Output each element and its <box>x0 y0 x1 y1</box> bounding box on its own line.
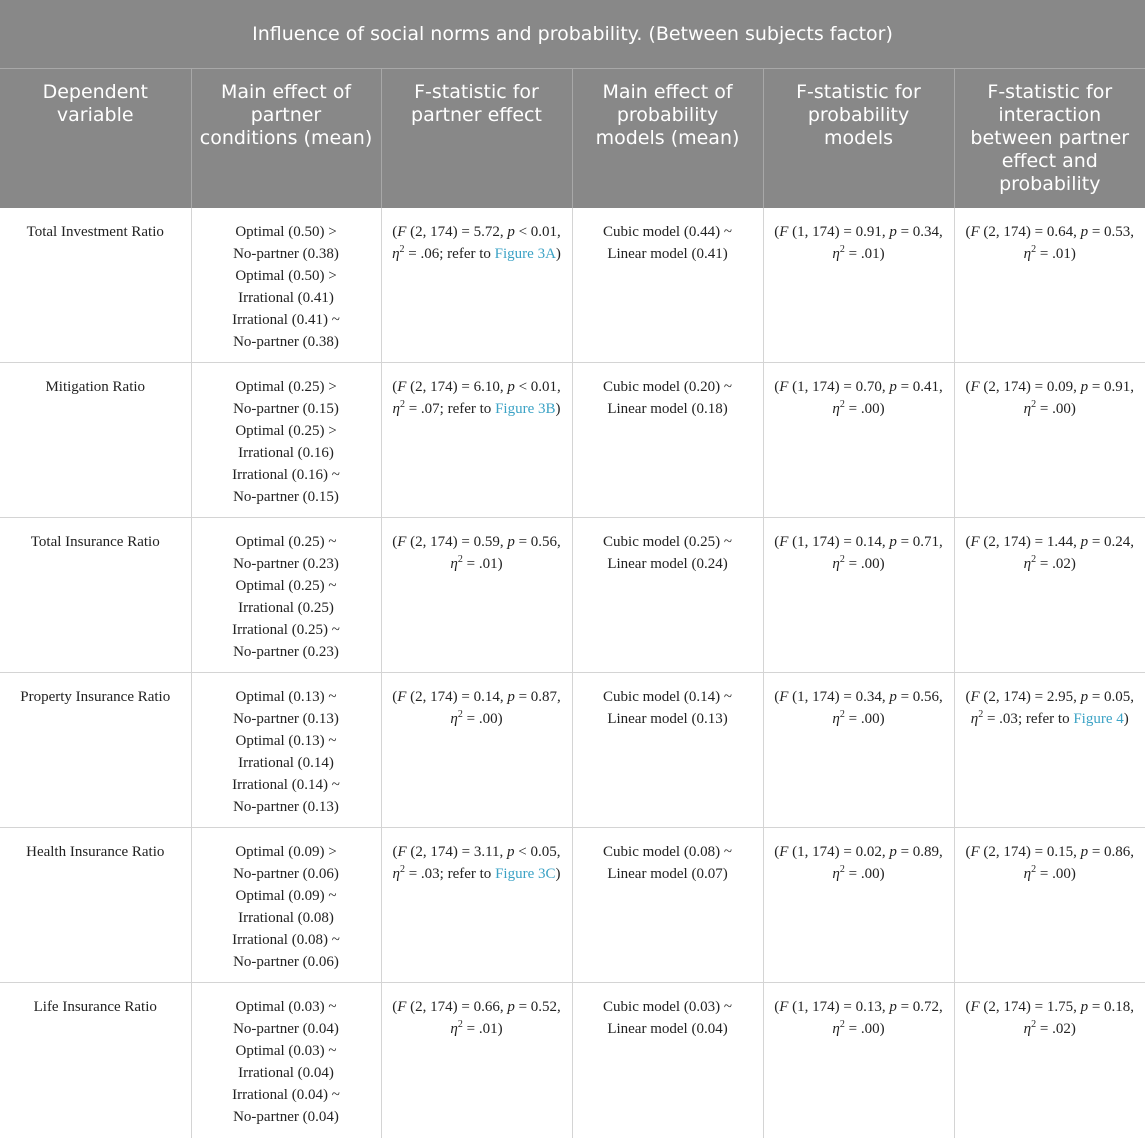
comparison-line: No-partner (0.13) <box>233 799 339 815</box>
eta-symbol: η <box>1023 401 1032 417</box>
p-value: = 0.24, <box>1091 534 1135 550</box>
f-symbol: F <box>397 379 407 395</box>
close-paren: ) <box>497 711 503 727</box>
comparison-line: Irrational (0.08) ~ <box>232 932 340 948</box>
close-paren: ) <box>555 866 561 882</box>
eta-value: = .02 <box>1039 556 1071 572</box>
eta-value: = .00 <box>848 866 880 882</box>
close-paren: ) <box>1070 1021 1076 1037</box>
header-partner-f: F-statistic for partner effect <box>381 69 572 208</box>
p-value: = 0.34, <box>900 223 943 240</box>
eta-symbol: η <box>392 245 400 262</box>
f-symbol: F <box>397 223 407 240</box>
f-symbol: F <box>779 379 789 395</box>
p-symbol: p <box>1080 689 1089 705</box>
dependent-variable-cell: Total Insurance Ratio <box>0 518 191 673</box>
comparison-line: Irrational (0.25) ~ <box>232 622 340 638</box>
table-row <box>0 518 1145 673</box>
f-df: (2, 174) = 0.09, <box>983 379 1077 395</box>
comparison-line: Linear model (0.18) <box>607 401 728 417</box>
header-probability-effect: Main effect of probability models (mean) <box>572 69 763 208</box>
p-symbol: p <box>507 844 515 860</box>
eta-value: = .00 <box>466 711 498 727</box>
partner-f-cell: (F (2, 174) = 3.11, p < 0.05, $\eta^2 = .03$; refer to Figure 3C) <box>381 828 572 983</box>
probability-effect-cell <box>572 673 763 828</box>
header-row <box>0 69 1145 208</box>
p-symbol: p <box>889 379 897 395</box>
p-value: < 0.05, <box>518 844 561 860</box>
eta-squared-exponent: 2 <box>839 709 845 720</box>
f-df: (2, 174) = 0.15, <box>983 844 1077 860</box>
figure-link[interactable]: Figure 3A <box>494 245 556 262</box>
eta-value: = .03 <box>408 866 440 882</box>
probability-effect-cell <box>572 828 763 983</box>
partner-effect-cell <box>191 983 381 1138</box>
comparison-line: Optimal (0.13) ~ <box>235 689 337 705</box>
f-symbol: F <box>970 223 980 240</box>
f-df: (1, 174) = 0.02, <box>792 844 886 860</box>
eta-symbol: η <box>1023 556 1032 572</box>
comparison-line: Optimal (0.50) > <box>235 267 337 284</box>
p-symbol: p <box>889 689 897 705</box>
f-df: (1, 174) = 0.13, <box>792 999 886 1015</box>
partner-f-cell: (F (2, 174) = 5.72, p < 0.01, $\eta^2 = .06$; refer to Figure 3A) <box>381 208 572 363</box>
f-symbol: F <box>779 844 789 860</box>
eta-value: = .00 <box>1039 401 1071 417</box>
eta-squared-exponent: 2 <box>839 864 845 875</box>
f-symbol: F <box>970 379 980 395</box>
partner-effect-cell <box>191 518 381 673</box>
f-df: (1, 174) = 0.14, <box>792 534 886 550</box>
close-paren: ) <box>879 556 885 572</box>
f-symbol: F <box>970 844 980 860</box>
close-paren: ) <box>879 401 885 417</box>
eta-symbol: η <box>450 556 458 572</box>
interaction-f-cell: (F (2, 174) = 2.95, p = 0.05, $\eta^2 = .03$; refer to Figure 4) <box>954 673 1145 828</box>
f-symbol: F <box>779 999 789 1015</box>
f-df: (2, 174) = 0.64, <box>983 223 1077 240</box>
partner-effect-cell <box>191 828 381 983</box>
p-value: < 0.01, <box>518 379 561 395</box>
comparison-line: No-partner (0.38) <box>233 245 339 262</box>
close-paren: ) <box>1070 866 1076 882</box>
p-symbol: p <box>889 999 897 1015</box>
comparison-line: No-partner (0.04) <box>233 1021 339 1037</box>
comparison-line: Optimal (0.25) > <box>235 379 337 395</box>
comparison-line: Cubic model (0.14) ~ <box>603 689 732 705</box>
probability-f-cell: (F (1, 174) = 0.70, p = 0.41, $\eta^2 = .00$) <box>763 363 954 518</box>
eta-value: = .00 <box>848 1021 880 1037</box>
comparison-line: Irrational (0.04) <box>238 1065 334 1081</box>
comparison-line: No-partner (0.13) <box>233 711 339 727</box>
eta-squared-exponent: 2 <box>839 243 845 255</box>
eta-value: = .01 <box>1039 245 1071 262</box>
partner-effect-cell <box>191 363 381 518</box>
comparison-line: Linear model (0.04) <box>607 1021 728 1037</box>
refer-to-text: ; refer to <box>439 245 491 262</box>
eta-squared-exponent: 2 <box>1031 399 1037 410</box>
eta-symbol: η <box>450 711 458 727</box>
partner-f-cell: (F (2, 174) = 6.10, p < 0.01, $\eta^2 = .07$; refer to Figure 3B) <box>381 363 572 518</box>
dependent-variable-cell: Property Insurance Ratio <box>0 673 191 828</box>
dependent-variable-cell: Total Investment Ratio <box>0 208 191 363</box>
header-partner-effect: Main effect of partner conditions (mean) <box>191 69 381 208</box>
interaction-f-cell: (F (2, 174) = 0.15, p = 0.86, $\eta^2 = .00$) <box>954 828 1145 983</box>
comparison-line: No-partner (0.23) <box>233 644 339 660</box>
p-value: = 0.56, <box>900 689 943 705</box>
eta-squared-exponent: 2 <box>1031 1019 1037 1030</box>
figure-link[interactable]: Figure 3C <box>495 866 556 882</box>
eta-symbol: η <box>392 866 400 882</box>
header-dependent-variable: Dependent variable <box>0 69 191 208</box>
comparison-line: Cubic model (0.03) ~ <box>603 999 732 1015</box>
comparison-line: Optimal (0.25) ~ <box>235 534 337 550</box>
f-df: (2, 174) = 1.44, <box>983 534 1077 550</box>
comparison-line: Cubic model (0.08) ~ <box>603 844 732 860</box>
comparison-line: Optimal (0.25) > <box>235 423 337 439</box>
f-symbol: F <box>779 689 789 705</box>
refer-to-text: ; refer to <box>1017 711 1070 727</box>
f-symbol: F <box>970 999 980 1015</box>
table-row <box>0 983 1145 1138</box>
f-df: (2, 174) = 2.95, <box>983 689 1077 705</box>
comparison-line: Optimal (0.03) ~ <box>235 999 337 1015</box>
f-symbol: F <box>970 689 980 705</box>
comparison-line: Linear model (0.07) <box>607 866 728 882</box>
eta-value: = .01 <box>466 556 498 572</box>
eta-symbol: η <box>832 866 840 882</box>
close-paren: ) <box>879 866 885 882</box>
eta-squared-exponent: 2 <box>1031 243 1037 255</box>
eta-value: = .03 <box>986 711 1018 727</box>
comparison-line: No-partner (0.15) <box>233 489 339 505</box>
close-paren: ) <box>497 556 503 572</box>
close-paren: ) <box>497 1021 503 1037</box>
dependent-variable-cell: Life Insurance Ratio <box>33 999 157 1015</box>
f-symbol: F <box>397 689 407 705</box>
comparison-line: No-partner (0.38) <box>233 333 339 350</box>
comparison-line: Irrational (0.14) <box>238 755 334 771</box>
table-row <box>0 673 1145 828</box>
comparison-line: No-partner (0.06) <box>233 866 339 882</box>
eta-squared-exponent: 2 <box>1031 554 1037 565</box>
comparison-line: No-partner (0.23) <box>233 556 339 572</box>
eta-symbol: η <box>832 556 840 572</box>
figure-link[interactable]: Figure 3B <box>495 401 556 417</box>
eta-value: = .00 <box>848 711 880 727</box>
comparison-line: Irrational (0.25) <box>238 600 334 616</box>
header-probability-f: F-statistic for probability models <box>763 69 954 208</box>
refer-to-text: ; refer to <box>439 401 492 417</box>
eta-symbol: η <box>832 1021 840 1037</box>
p-symbol: p <box>1080 534 1089 550</box>
f-df: (2, 174) = 0.14, <box>410 689 504 705</box>
p-value: = 0.89, <box>900 844 943 860</box>
comparison-line: Irrational (0.16) <box>238 445 334 461</box>
interaction-f-cell: (F (2, 174) = 0.09, p = 0.91, $\eta^2 = .00$) <box>954 363 1145 518</box>
comparison-line: Optimal (0.50) > <box>235 223 337 240</box>
comparison-line: Optimal (0.13) ~ <box>235 733 337 749</box>
p-symbol: p <box>1080 999 1089 1015</box>
partner-f-cell: (F (2, 174) = 0.14, p = 0.87, $\eta^2 = .00$) <box>381 673 572 828</box>
p-symbol: p <box>507 689 515 705</box>
p-value: = 0.72, <box>900 999 943 1015</box>
p-value: = 0.56, <box>518 534 561 550</box>
f-symbol: F <box>779 223 789 240</box>
p-symbol: p <box>507 379 515 395</box>
p-value: = 0.05, <box>1091 689 1135 705</box>
p-value: = 0.87, <box>518 689 561 705</box>
probability-f-cell: (F (1, 174) = 0.14, p = 0.71, $\eta^2 = .00$) <box>763 518 954 673</box>
partner-f-cell: (F (2, 174) = 0.59, p = 0.56, $\eta^2 = .01$) <box>381 518 572 673</box>
eta-symbol: η <box>832 245 840 262</box>
p-symbol: p <box>1080 379 1089 395</box>
p-symbol: p <box>507 999 515 1015</box>
eta-squared-exponent: 2 <box>399 864 405 875</box>
close-paren: ) <box>555 401 561 417</box>
f-symbol: F <box>970 534 980 550</box>
probability-effect-cell <box>572 363 763 518</box>
close-paren: ) <box>1070 245 1076 262</box>
caption-row <box>0 0 1145 69</box>
f-df: (2, 174) = 1.75, <box>983 999 1077 1015</box>
close-paren: ) <box>555 245 561 262</box>
comparison-line: Irrational (0.04) ~ <box>232 1087 340 1103</box>
f-symbol: F <box>779 534 789 550</box>
comparison-line: Irrational (0.41) ~ <box>232 311 340 328</box>
eta-squared-exponent: 2 <box>839 554 845 565</box>
close-paren: ) <box>1070 556 1076 572</box>
close-paren: ) <box>1070 401 1076 417</box>
f-df: (2, 174) = 3.11, <box>410 844 504 860</box>
comparison-line: No-partner (0.04) <box>233 1109 339 1125</box>
figure-link[interactable]: Figure 4 <box>1073 711 1124 727</box>
interaction-f-cell: (F (2, 174) = 1.44, p = 0.24, $\eta^2 = .02$) <box>954 518 1145 673</box>
comparison-line: Cubic model (0.25) ~ <box>603 534 732 550</box>
eta-symbol: η <box>1023 245 1032 262</box>
close-paren: ) <box>879 1021 885 1037</box>
dependent-variable-cell: Health Insurance Ratio <box>0 828 191 983</box>
p-value: = 0.52, <box>518 999 561 1015</box>
eta-symbol: η <box>450 1021 458 1037</box>
eta-value: = .02 <box>1039 1021 1071 1037</box>
comparison-line: Cubic model (0.20) ~ <box>603 379 732 395</box>
table-row <box>0 208 1145 363</box>
close-paren: ) <box>879 711 885 727</box>
eta-squared-exponent: 2 <box>399 243 405 255</box>
close-paren: ) <box>1123 711 1129 727</box>
comparison-line: Cubic model (0.44) ~ <box>603 223 732 240</box>
f-df: (2, 174) = 0.59, <box>410 534 504 550</box>
dependent-variable-cell: Mitigation Ratio <box>0 363 191 518</box>
f-df: (2, 174) = 5.72, <box>410 223 504 240</box>
eta-squared-exponent: 2 <box>839 399 845 410</box>
comparison-line: Irrational (0.16) ~ <box>232 467 340 483</box>
p-symbol: p <box>889 223 897 240</box>
p-value: = 0.91, <box>1091 379 1135 395</box>
eta-value: = .06 <box>408 245 440 262</box>
f-symbol: F <box>397 999 407 1015</box>
comparison-line: Irrational (0.41) <box>238 289 334 306</box>
partner-effect-cell <box>191 208 381 363</box>
probability-effect-cell <box>572 518 763 673</box>
close-paren: ) <box>879 245 885 262</box>
eta-value: = .00 <box>1039 866 1071 882</box>
table-row <box>0 828 1145 983</box>
eta-value: = .00 <box>848 401 880 417</box>
comparison-line: Linear model (0.13) <box>607 711 728 727</box>
comparison-line: Linear model (0.41) <box>607 245 728 262</box>
probability-effect-cell <box>572 208 763 363</box>
f-df: (1, 174) = 0.91, <box>792 223 886 240</box>
eta-value: = .00 <box>848 556 880 572</box>
f-symbol: F <box>397 844 407 860</box>
p-symbol: p <box>1080 223 1089 240</box>
eta-value: = .07 <box>408 401 440 417</box>
f-df: (1, 174) = 0.34, <box>792 689 886 705</box>
eta-value: = .01 <box>848 245 880 262</box>
interaction-f-cell: (F (2, 174) = 0.64, p = 0.53, $\eta^2 = .01$) <box>954 208 1145 363</box>
eta-squared-exponent: 2 <box>399 399 405 410</box>
eta-symbol: η <box>832 401 840 417</box>
probability-effect-cell <box>572 983 763 1138</box>
p-symbol: p <box>889 844 897 860</box>
p-symbol: p <box>507 223 515 240</box>
f-symbol: F <box>397 534 407 550</box>
refer-to-text: ; refer to <box>439 866 492 882</box>
comparison-line: Linear model (0.24) <box>607 556 728 572</box>
eta-symbol: η <box>970 711 979 727</box>
probability-f-cell: (F (1, 174) = 0.91, p = 0.34, $\eta^2 = .01$) <box>763 208 954 363</box>
table-caption: Influence of social norms and probability. (Between subjects factor) <box>0 0 1145 69</box>
p-value: = 0.86, <box>1091 844 1135 860</box>
p-value: < 0.01, <box>518 223 561 240</box>
comparison-line: Irrational (0.14) ~ <box>232 777 340 793</box>
table-row <box>0 363 1145 518</box>
comparison-line: Optimal (0.09) > <box>235 844 337 860</box>
p-value: = 0.18, <box>1091 999 1135 1015</box>
probability-f-cell: (F (1, 174) = 0.34, p = 0.56, $\eta^2 = .00$) <box>763 673 954 828</box>
partner-f-cell: (F (2, 174) = 0.66, p = 0.52, $\eta^2 = .01$) <box>381 983 572 1138</box>
p-symbol: p <box>507 534 515 550</box>
comparison-line: Optimal (0.09) ~ <box>235 888 337 904</box>
partner-effect-cell <box>191 673 381 828</box>
header-interaction-f: F-statistic for interaction between partner effect and probability <box>954 69 1145 208</box>
probability-f-cell: (F (1, 174) = 0.02, p = 0.89, $\eta^2 = .00$) <box>763 828 954 983</box>
eta-squared-exponent: 2 <box>457 554 463 565</box>
comparison-line: No-partner (0.06) <box>233 954 339 970</box>
comparison-line: Optimal (0.25) ~ <box>235 578 337 594</box>
eta-symbol: η <box>1023 1021 1032 1037</box>
interaction-f-cell: (F (2, 174) = 1.75, p = 0.18, $\eta^2 = .02$) <box>954 983 1145 1138</box>
comparison-line: No-partner (0.15) <box>233 401 339 417</box>
eta-squared-exponent: 2 <box>978 709 984 720</box>
eta-squared-exponent: 2 <box>1031 864 1037 875</box>
f-df: (2, 174) = 6.10, <box>410 379 504 395</box>
p-value: = 0.41, <box>900 379 943 395</box>
eta-squared-exponent: 2 <box>457 1019 463 1030</box>
p-symbol: p <box>889 534 897 550</box>
comparison-line: Optimal (0.03) ~ <box>235 1043 337 1059</box>
eta-symbol: η <box>832 711 840 727</box>
p-symbol: p <box>1080 844 1089 860</box>
f-df: (2, 174) = 0.66, <box>410 999 504 1015</box>
eta-squared-exponent: 2 <box>457 709 463 720</box>
eta-value: = .01 <box>466 1021 498 1037</box>
f-df: (1, 174) = 0.70, <box>792 379 886 395</box>
probability-f-cell: (F (1, 174) = 0.13, p = 0.72, $\eta^2 = .00$) <box>763 983 954 1138</box>
p-value: = 0.71, <box>900 534 943 550</box>
comparison-line: Irrational (0.08) <box>238 910 334 926</box>
eta-symbol: η <box>1023 866 1032 882</box>
eta-symbol: η <box>392 401 400 417</box>
p-value: = 0.53, <box>1091 223 1135 240</box>
eta-squared-exponent: 2 <box>839 1019 845 1030</box>
